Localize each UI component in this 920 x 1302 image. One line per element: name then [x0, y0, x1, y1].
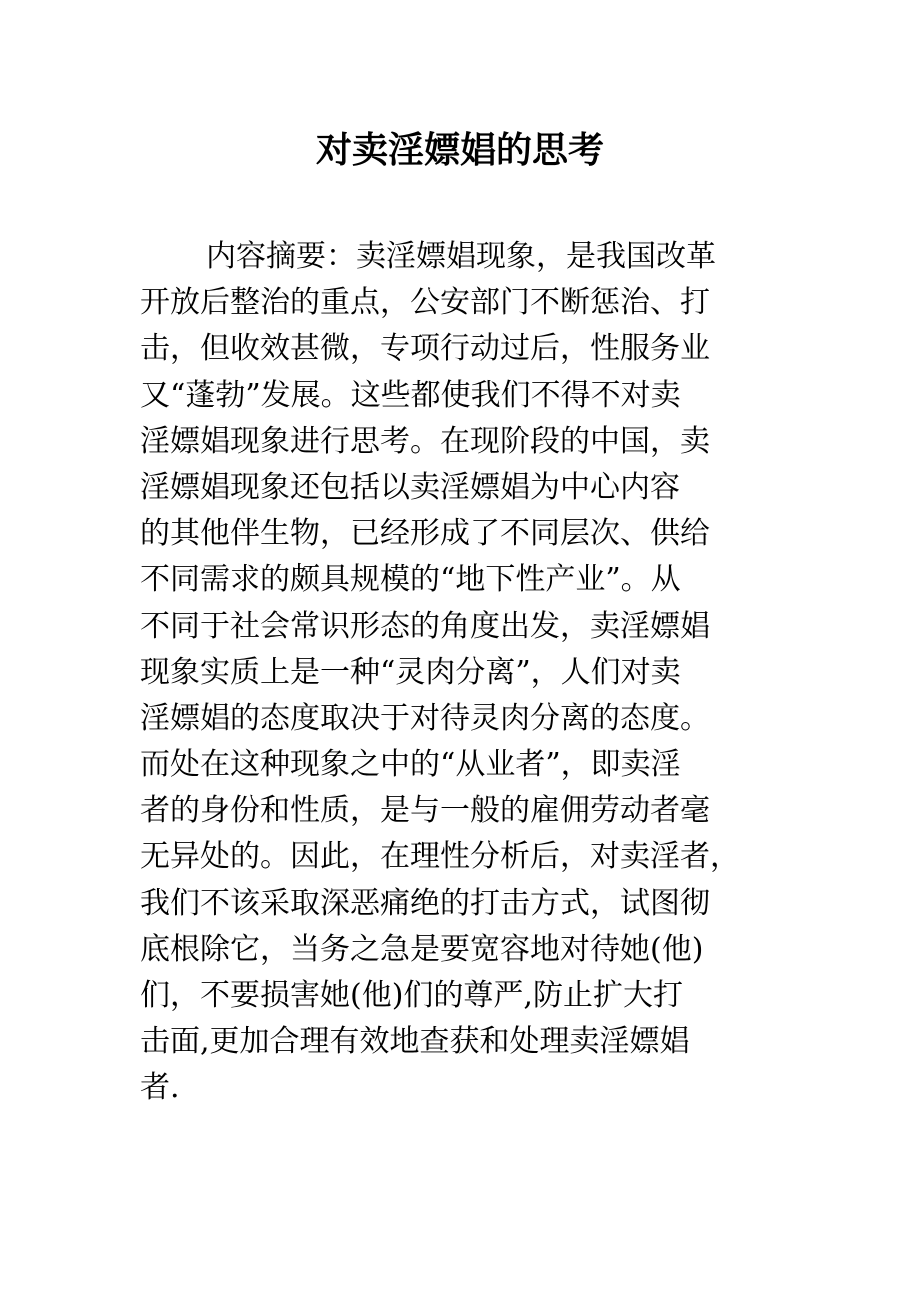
abstract-line: 不同于社会常识形态的角度出发，卖淫嫖娼 [140, 608, 710, 644]
abstract-line: 而处在这种现象之中的“从业者”，即卖淫 [140, 747, 681, 783]
abstract-line: 击面,更加合理有效地查获和处理卖淫嫖娼 [140, 1024, 690, 1060]
abstract-line: 无异处的。因此，在理性分析后，对卖淫者， [140, 839, 740, 875]
abstract-line: 淫嫖娼现象进行思考。在现阶段的中国，卖 [140, 423, 710, 459]
abstract-line: 现象实质上是一种“灵肉分离”，人们对卖 [140, 654, 681, 690]
abstract-line: 者的身份和性质，是与一般的雇佣劳动者毫 [140, 793, 710, 829]
abstract-line: 击，但收效甚微，专项行动过后，性服务业 [140, 331, 710, 367]
abstract-line: 我们不该采取深恶痛绝的打击方式，试图彻 [140, 885, 710, 921]
abstract-line: 底根除它，当务之急是要宽容地对待她(他) [140, 931, 704, 967]
abstract-paragraph [140, 234, 820, 1112]
abstract-line: 淫嫖娼现象还包括以卖淫嫖娼为中心内容 [140, 469, 680, 505]
abstract-line: 内容摘要：卖淫嫖娼现象，是我国改革 [206, 239, 716, 274]
abstract-line: 又“蓬勃”发展。这些都使我们不得不对卖 [140, 377, 681, 413]
document-title: 对卖淫嫖娼的思考 [315, 129, 604, 171]
abstract-line: 者. [140, 1070, 180, 1106]
abstract-line: 不同需求的颇具规模的“地下性产业”。从 [140, 562, 681, 598]
abstract-line: 开放后整治的重点，公安部门不断惩治、打 [140, 285, 710, 321]
abstract-line: 的其他伴生物，已经形成了不同层次、供给 [140, 516, 710, 552]
abstract-line: 淫嫖娼的态度取决于对待灵肉分离的态度。 [140, 700, 710, 736]
abstract-line: 们，不要损害她(他)们的尊严,防止扩大打 [140, 978, 683, 1013]
